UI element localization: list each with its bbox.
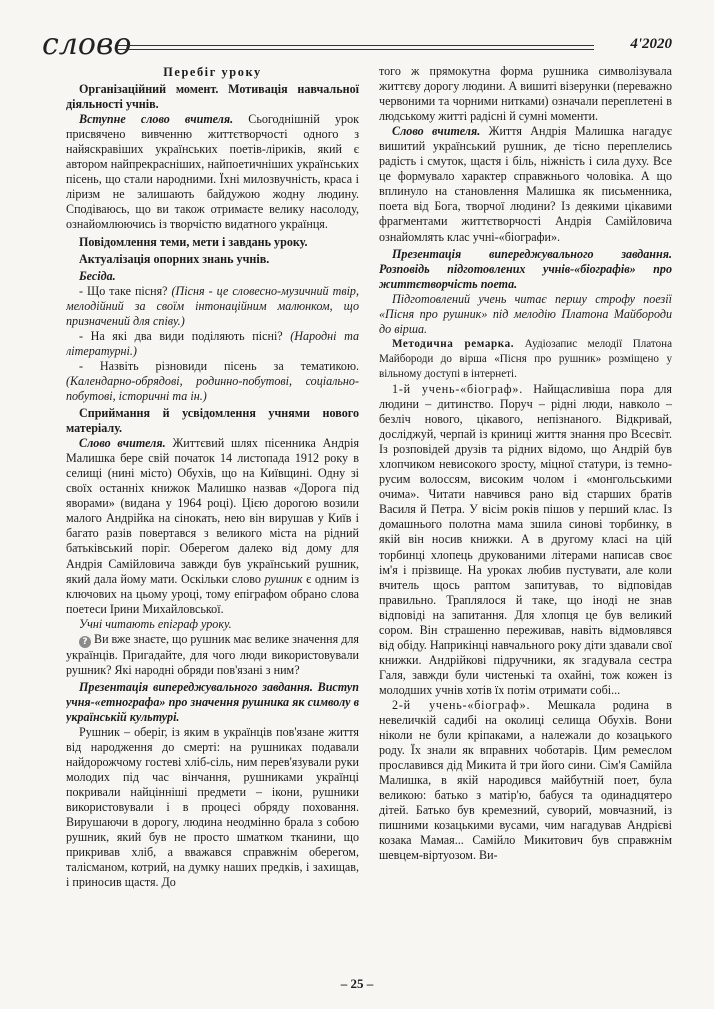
presentation-2-heading: Презентація випереджувального завдання. Розповідь підготовлених учнів-«біографів» про життєтворчість поета. <box>379 246 672 291</box>
teacher-word-2-text: Життя Андрія Малишка нагадує вишитий український рушник, де тісно переплелись радість і смуток, щастя і біль, ніжність і сила духу. Все це формувало характер справжнього чоловіка. А що вплинуло на становлення Малишка як письменника, поета від Бога, творчої людини? Із деякими цікавими фрагментами життєтворчості Андрія Самійловича ознайомлять клас учні-«біографи». <box>379 124 672 244</box>
biographer-1-lead: 1-й учень-«біограф». <box>392 381 524 396</box>
org-moment-heading: Організаційний момент. Мотивація навчальної діяльності учнів. <box>66 82 359 112</box>
method-remark-text: Аудіозапис мелодії Платона Майбороди до вірша «Пісня про рушник» розміщено у вільному доступі в інтернеті. <box>379 337 672 380</box>
question-1-text: - Що таке пісня? <box>79 283 172 298</box>
header-rule <box>118 45 594 50</box>
teacher-word-tail: є одним із ключових на цьому уроці, тому епіграфом обрано слова поетеси Ірини Михайловської. <box>66 571 359 616</box>
epigraph-question <box>66 632 359 678</box>
actualization-heading: Актуалізація опорних знань учнів. <box>79 251 270 266</box>
topic-heading: Повідомлення теми, мети і завдань уроку. <box>79 234 308 249</box>
question-1-answer: (Пісня - це словесно-музичний твір, мелодійний за своїм інтонаційним малюнком, що призначений для співу.) <box>66 283 359 328</box>
teacher-word-2-lead: Слово вчителя. <box>392 124 481 139</box>
epigraph-instruction-text: Учні читають епіграф уроку. <box>79 616 232 631</box>
page-number: – 25 – <box>340 976 374 991</box>
method-remark-lead: Методична ремарка. <box>392 337 515 350</box>
teacher-word-lead: Слово вчителя. <box>79 436 166 451</box>
biographer-1-paragraph <box>379 382 672 698</box>
presentation-1-heading: Презентація випереджувального завдання. Виступ учня-«етнографа» про значення рушника як символу в українській культурі. <box>66 679 359 724</box>
intro-paragraph <box>66 112 359 232</box>
biographer-2-text: Мешкала родина в невеличкій садибі на околиці селища Обухів. Вони ніколи не були кріпаками, а належали до козацького роду. Їх знали як вправних чоботарів. Цим ремеслом прославився дід Микита й три його сини. Сім'я Самійла Малишка, в якій народився майбутній поет, була великою: батько з матір'ю, бабуся та одинадцятеро дітей. Батько був кремезний, суворий, мовчазний, із пишними козацькими вусами, чим нагадував Андрієві козака Мамая... Самійло Микитович був справжнім шевцем-віртуозом. Ви- <box>379 697 672 863</box>
teacher-word-text: Життєвий шлях пісенника Андрія Малишка бере свій початок 14 листопада 1912 року в селищі (нині місто) Обухів, що на Київщині. Одну зі своїх останніх книжок Малишко назвав «Дорога під яворами» (видана у 1964 році). Цією дорогою возили малого Андрійка на сінокать, нею він вирушав у Київ і багато разів повертався з великого міста на рідний батьківський поріг. Оберегом далеко від дому для Андрія Самійловича завжди був український рушник, який дала йому мати. Оскільки слово <box>66 436 359 586</box>
towel-paragraph: Рушник – оберіг, із яким в українців пов'язане життя від народження до смерті: на рушниках подавали найдорожчому гостеві хліб-сіль, ним перев'язували руки молодих під час вінчання, рушниками українці покривали найцінніші предмети – ікони, рушники використовували і в процесі обряду поховання. Вирушаючи в дорогу, людина неодмінно брала з собою рушник, який був не просто шматком тканини, що прикривав хліб, а вважався справжнім оберегом, талісманом, котрий, на думку наших предків, і захищав, і приносив щастя. До <box>66 724 359 890</box>
epigraph-instruction <box>66 617 359 632</box>
conversation-heading: Бесіда. <box>79 268 116 283</box>
song-instruction-text: Підготовлений учень читає першу строфу поезії «Пісня про рушник» під мелодію Платона Майбороди до вірша. <box>379 291 672 336</box>
question-2 <box>66 329 359 359</box>
towel-continuation: того ж прямокутна форма рушника символізувала життєву дорогу людини. А вишиті візерунки (переважно червоними та чорними нитками) означали переплетені в людському житті радісні й сумні моменти. <box>379 64 672 124</box>
question-icon: ? <box>79 636 91 648</box>
question-3 <box>66 359 359 404</box>
question-2-text: - На які два види поділяють пісні? <box>79 328 291 343</box>
biographer-2-lead: 2-й учень-«біограф». <box>392 697 531 712</box>
question-1 <box>66 284 359 329</box>
teacher-word-emphasis: рушник <box>264 571 303 586</box>
biographer-1-text: Найщасливіша пора для людини – дитинство. Поруч – рідні люди, навколо – безліч нового, цікавого, непізнаного. Відкривай, досліджуй, черпай із криниці життя знання про Всесвіт. Із розповідей друзів та рідних відомо, що Андрій був хлопчиком невисокого зросту, міцної статури, із темно-русим волоссям, високим чолом і «монгольськими очима». Читати навчився рано від старших братів Василя й Петра. У вісім років пішов у перший клас. Із домашнього полотна мама зшила синові торбинку, в якій він носив книжки. А в другому класі на цій торбинці хлопець друкованими літерами написав своє ім'я і прізвище. На уроках любив пустувати, але коли вчитель щось раптом запитував, то відповідав правильно. Траплялося й таке, що іноді не знав відповіді на запитання. Для хлопця це був великий сором. Він страшенно переживав, навіть відмовлявся від обіду. Наприкінці навчального року діти здавали свої книжки. Андрійкові підручники, як згадувала сестра Галя, завжди були чистенькі та охайні, тож кожен із молодших учнів хотів їх потім отримати собі... <box>379 381 672 697</box>
question-3-answer: (Календарно-обрядові, родинно-побутові, соціально-побутові, історичні та ін.) <box>66 373 359 403</box>
right-column <box>379 64 672 969</box>
issue-number: 4'2020 <box>630 36 672 52</box>
article-body <box>66 64 672 969</box>
section-title: Перебіг уроку <box>163 65 262 79</box>
biographer-2-paragraph <box>379 698 672 864</box>
song-instruction <box>379 292 672 337</box>
intro-lead: Вступне слово вчителя. <box>79 112 234 127</box>
question-2-answer: (Народні та літературні.) <box>66 328 359 358</box>
left-column <box>66 64 359 969</box>
question-3-text: - Назвіть різновиди пісень за тематикою. <box>79 358 359 373</box>
method-remark <box>379 337 672 382</box>
teacher-word-paragraph <box>66 436 359 617</box>
teacher-word-2-paragraph <box>379 124 672 244</box>
intro-text: Сьогоднішній урок присвячено вивченню життєтворчості одного з найяскравіших українських поетів-ліриків, який є автором найпрекрасніших, найпоетичніших українських пісень, що стали народними. Їхні милозвучність, краса і ліризм не залишають байдужою жодну людину. Сподіваюсь, що ви також отримаєте велику насолоду, ознайомлюючись із творчістю видатного українця. <box>66 112 359 232</box>
epigraph-question-text: Ви вже знаєте, що рушник має велике значення для українців. Пригадайте, для чого люди використовували рушник? Які народні обряди пов'язані з ним? <box>66 631 359 677</box>
journal-logo: слово <box>42 27 132 62</box>
perception-heading: Сприймання й усвідомлення учнями нового матеріалу. <box>66 406 359 436</box>
